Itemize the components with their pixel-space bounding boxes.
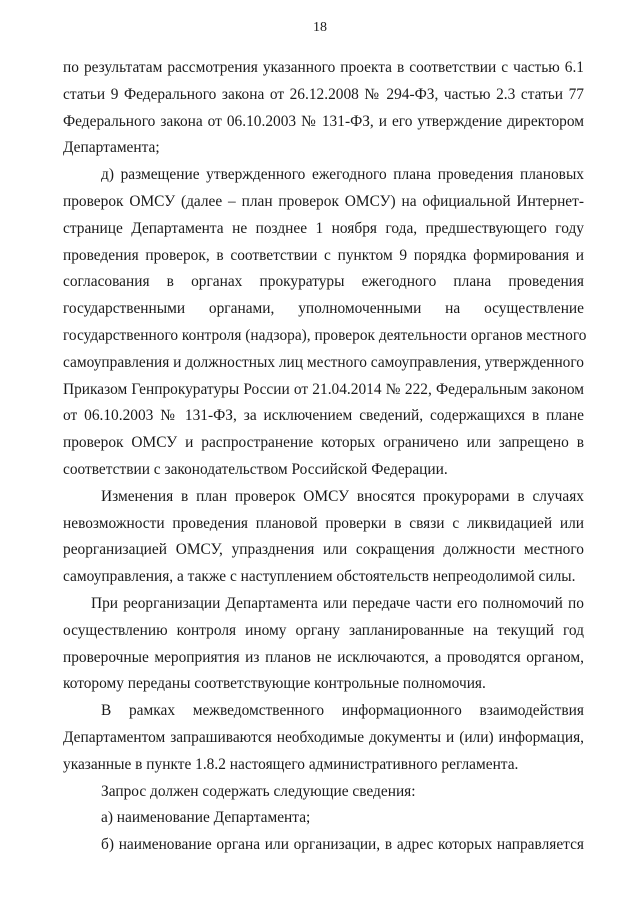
text-line: проведения проверок, в соответствии с пунктом 9 порядка формирования и: [63, 246, 584, 264]
text-line: соответствии с законодательством Российской Федерации.: [63, 460, 448, 478]
text-line: проверочные мероприятия из планов не исключаются, а проводятся органом,: [63, 648, 584, 666]
page-number: 18: [313, 20, 327, 35]
text-line: б) наименование органа или организации, в адрес которых направляется: [101, 836, 584, 854]
text-line: государственного контроля (надзора), проверок деятельности органов местного: [63, 326, 587, 344]
text-line: странице Департамента не позднее 1 ноября года, предшествующего году: [63, 219, 584, 237]
text-line: а) наименование Департамента;: [101, 809, 311, 827]
text-line: невозможности проведения плановой проверки в связи с ликвидацией или: [63, 514, 584, 532]
text-line: согласования в органах прокуратуры ежегодного плана проведения: [63, 273, 584, 291]
text-line: Запрос должен содержать следующие сведения:: [101, 782, 416, 800]
text-line: В рамках межведомственного информационного взаимодействия: [101, 702, 584, 720]
text-line: проверок ОМСУ (далее – план проверок ОМСУ) на официальной Интернет-: [63, 192, 584, 210]
text-line: самоуправления и должностных лиц местного самоуправления, утвержденного: [63, 353, 584, 371]
text-line: Изменения в план проверок ОМСУ вносятся прокурорами в случаях: [101, 487, 584, 505]
text-line: которому переданы соответствующие контрольные полномочия.: [63, 675, 486, 693]
text-line: самоуправления, а также с наступлением обстоятельств непреодолимой силы.: [63, 568, 576, 586]
text-line: реорганизацией ОМСУ, упразднения или сокращения должности местного: [63, 541, 584, 559]
text-line: государственными органами, уполномоченными на осуществление: [63, 300, 584, 318]
text-line: Департаментом запрашиваются необходимые документы и (или) информация,: [63, 728, 584, 746]
text-line: осуществлению контроля иному органу запланированные на текущий год: [63, 621, 584, 639]
document-body: [63, 55, 587, 859]
text-line: При реорганизации Департамента или передаче части его полномочий по: [91, 594, 584, 612]
text-line: от 06.10.2003 № 131-ФЗ, за исключением сведений, содержащихся в плане: [63, 407, 584, 425]
text-line: Департамента;: [63, 139, 160, 157]
text-line: указанные в пункте 1.8.2 настоящего административного регламента.: [63, 755, 519, 773]
text-line: д) размещение утвержденного ежегодного плана проведения плановых: [101, 166, 584, 184]
text-line: проверок ОМСУ и распространение которых ограничено или запрещено в: [63, 434, 584, 452]
text-line: Федерального закона от 06.10.2003 № 131-ФЗ, и его утверждение директором: [63, 112, 584, 130]
text-line: статьи 9 Федерального закона от 26.12.2008 № 294-ФЗ, частью 2.3 статьи 77: [63, 85, 584, 103]
text-line: по результатам рассмотрения указанного проекта в соответствии с частью 6.1: [63, 59, 584, 76]
text-line: Приказом Генпрокуратуры России от 21.04.2014 № 222, Федеральным законом: [63, 380, 584, 398]
